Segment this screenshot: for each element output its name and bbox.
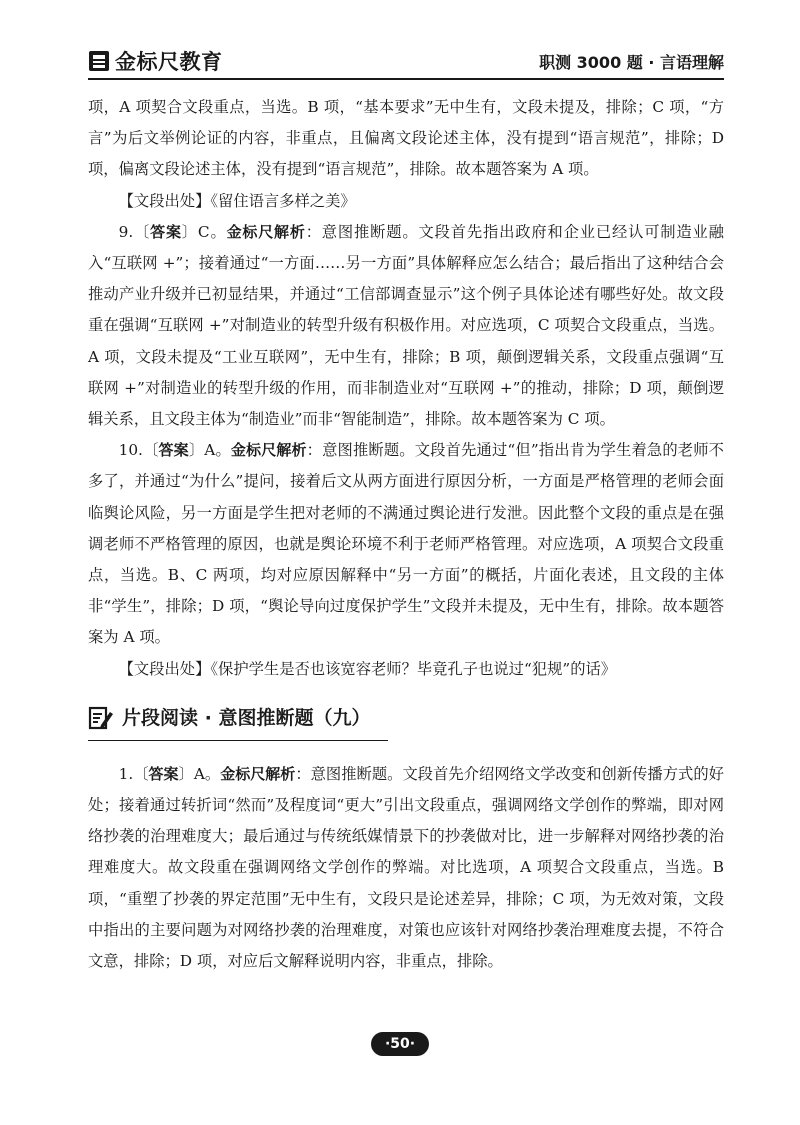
answer-label: 答案 — [148, 764, 179, 783]
brand-logo — [88, 46, 223, 76]
answer-number: 9.〔 — [118, 222, 151, 241]
answer-item-1 — [88, 759, 724, 977]
edit-note-icon — [88, 705, 114, 731]
source-citation-1: 【文段出处】《留住语言多样之美》 — [118, 191, 356, 210]
book-title: 职测 3000 题 · 言语理解 — [539, 53, 724, 72]
section-heading-inner — [88, 703, 388, 741]
brand-logo-text: 金标尺教育 — [115, 50, 223, 74]
analysis-body: ：意图推断题。文段首先指出政府和企业已经认可制造业融入“互联网 +”；接着通过“一方面……另一方面”具体解释应怎么结合；最后指出了这种结合会推动产业升级并已初显结果，并通过“工信部调查显示”这个例子具体论述有哪些好处。故文段重在强调“互联网 +”对制造业的转型升级有积极作用。对应选项，C 项契合文段重点，当选。A 项，文段未提及“工业互联网”，无中生有，排除；B 项，颠倒逻辑关系，文段重点强调“互联网 +”对制造业的转型升级的作用，而非制造业对“互联网 +”的推动，排除；D 项，颠倒逻辑关系，且文段主体为“制造业”而非“智能制造”，排除。故本题答案为 C 项。 — [88, 222, 724, 429]
page-number: ·50· — [371, 1032, 429, 1056]
analysis-body: ：意图推断题。文段首先介绍网络文学改变和创新传播方式的好处；接着通过转折词“然而”及程度词“更大”引出文段重点，强调网络文学创作的弊端，即对网络抄袭的治理难度大；最后通过与传统纸媒情景下的抄袭做对比，进一步解释对网络抄袭的治理难度大。故文段重在强调网络文学创作的弊端。对比选项，A 项契合文段重点，当选。B 项，“重塑了抄袭的界定范围”无中生有，文段只是论述差异，排除；C 项，为无效对策，文段中指出的主要问题为对网络抄袭的治理难度，对策也应该针对网络抄袭治理难度去提，不符合文意，排除；D 项，对应后文解释说明内容，非重点，排除。 — [88, 764, 724, 971]
answer-choice: 〕C。 — [181, 222, 227, 241]
source-citation-2: 【文段出处】《保护学生是否也该宽容老师？毕竟孔子也说过“犯规”的话》 — [118, 659, 617, 678]
analysis-brand: 金标尺解析 — [226, 222, 306, 241]
page-header — [88, 44, 724, 80]
answer-label: 答案 — [158, 441, 189, 460]
analysis-brand: 金标尺解析 — [220, 764, 296, 783]
answer-choice: 〕A。 — [178, 764, 221, 783]
answer-number: 1.〔 — [118, 764, 149, 783]
answer-label: 答案 — [150, 222, 182, 241]
page-content — [88, 92, 724, 977]
answer-number: 10.〔 — [118, 441, 159, 460]
paragraph-continued: 项，A 项契合文段重点，当选。B 项，“基本要求”无中生有，文段未提及，排除；C 项，“方言”为后文举例论证的内容，非重点，且偏离文段论述主体，没有提到“语言规范”，排除；D 项，偏离文段论述主体，没有提到“语言规范”，排除。故本题答案为 A 项。 — [88, 98, 724, 179]
analysis-body: ：意图推断题。文段首先通过“但”指出肯为学生着急的老师不多了，并通过“为什么”提问，接着后文从两方面进行原因分析，一方面是严格管理的老师会面临舆论风险，另一方面是学生把对老师的不满通过舆论进行发泄。因此整个文段的重点是在强调老师不严格管理的原因，也就是舆论环境不利于老师严格管理。对应选项，A 项契合文段重点，当选。B、C 两项，均对应原因解释中“另一方面”的概括，片面化表述，且文段的主体非“学生”，排除；D 项，“舆论导向过度保护学生”文段并未提及，无中生有，排除。故本题答案为 A 项。 — [88, 441, 724, 647]
analysis-brand: 金标尺解析 — [230, 441, 307, 460]
section-title: 片段阅读 · 意图推断题（九） — [122, 706, 371, 729]
answer-choice: 〕A。 — [188, 441, 231, 460]
section-heading — [88, 701, 724, 741]
answer-item-10 — [88, 435, 724, 653]
answer-item-9 — [88, 217, 724, 435]
brand-logo-icon — [88, 50, 110, 72]
